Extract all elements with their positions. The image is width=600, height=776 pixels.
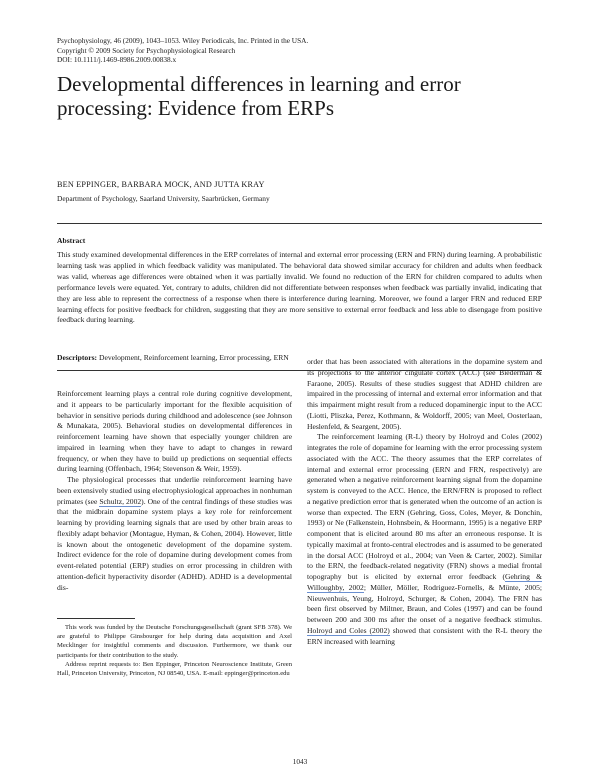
intro-paragraph-2: The physiological processes that underlie reinforcement learning have been extensively studied using electrophysiological approaches in nonhuman primates (see Schultz, 2002). One of the central findings of these studies was that the midbrain dopamine system plays a key role for reinforcement learning by providing learning signals that are used by other brain areas to flexibly adapt behavior (Montague, Hyman, & Cohen, 2004). However, little is known about the ontogenetic development of the dopamine system. Indirect evidence for the role of dopamine during development comes from event-related potential (ERP) studies on error processing in children with attention-deficit hyperactivity disorder (ADHD). ADHD is a developmental dis- [57, 475, 292, 592]
copyright-line: Copyright © 2009 Society for Psychophysiological Research [57, 45, 236, 55]
page-number: 1043 [292, 757, 308, 766]
abstract-text: This study examined developmental differences in the ERP correlates of internal and external error processing (ERN and FRN) during learning. A probabilistic learning task was applied in which feedback validity was manipulated. The behavioral data showed similar accuracy for children and adults when feedback was valid, whereas age differences were obtained when it was partially invalid. We found no reduction of the ERN for children compared to adults when performance levels were equated. Yet, contrary to adults, children did not differentiate between responses when feedback was partially invalid, indicating that they are less able to represent the correctness of a response when there is interference during learning. Moreover, we found a larger FRN and reduced ERP learning effects for positive feedback for children, suggesting that they are more sensitive to external error feedback and less able to disengage from positive feedback during learning. [57, 250, 542, 325]
citation-link-schultz[interactable]: Schultz, 2002 [99, 496, 142, 506]
journal-citation: Psychophysiology, 46 (2009), 1043–1053. Wiley Periodicals, Inc. Printed in the USA. [57, 36, 309, 45]
intro-paragraph-1: Reinforcement learning plays a central role during cognitive development, and it appears to be particularly important for the flexible acquisition of behavior in sensitive periods during childhood and adolescence (see Johnson & Munakata, 2005). Behavioral studies on developmental differences in reinforcement learning have shown that especially younger children are impaired in learning when they have to adapt to changes in reward frequency, or when they have to build up predictions on sequential effects during learning (Offenbach, 1964; Stevenson & Weir, 1959). [57, 389, 292, 474]
author-list: BEN EPPINGER, BARBARA MOCK, AND JUTTA KRAY [57, 180, 265, 189]
abstract-heading: Abstract [57, 236, 86, 245]
abstract-top-rule [57, 223, 542, 224]
article-title: Developmental differences in learning and error processing: Evidence from ERPs [57, 72, 461, 120]
descriptors-label: Descriptors: [57, 353, 98, 362]
doi-line: DOI: 10.1111/j.1469-8986.2009.00838.x [57, 55, 177, 65]
affiliation: Department of Psychology, Saarland University, Saarbrücken, Germany [57, 194, 270, 203]
intro-paragraph-4: The reinforcement learning (R-L) theory by Holroyd and Coles (2002) integrates the role of dopamine for learning with the error processing system associated with the ACC. The theory assumes that the ERP correlates of internal and external error processing (ERN and FRN, respectively) are generated when a negative reinforcement learning signal from the dopamine system is conveyed to the ACC. Hence, the ERN/FRN is proposed to reflect a negative prediction error that is generated when the outcome of an action is worse than expected. The ERN (Gehring, Goss, Coles, Meyer, & Donchin, 1993) or Ne (Falkenstein, Hohnsbein, & Hoormann, 1995) is a negative ERP component that is elicited around 80 ms after an erroneous response. It is typically maximal at fronto-central electrodes and is assumed to be generated in the dorsal ACC (Holroyd et al., 2004; van Veen & Carter, 2002). Similar to the ERN, the feedback-related negativity (FRN) shows a medial frontal topography but is elicited by external error feedback (Gehring & Willoughby, 2002; Müller, Möller, Rodriguez-Fornells, & Münte, 2005; Nieuwenhuis, Yeung, Holroyd, Schurger, & Cohen, 2004). The FRN has been first observed by Miltner, Braun, and Coles (1997) and can be found between 200 and 300 ms after the onset of a negative feedback stimulus. Holroyd and Coles (2002) showed that consistent with the R-L theory the ERN increased with learning [307, 432, 542, 646]
address-note: Address reprint requests to: Ben Eppinger, Princeton Neuroscience Institute, Green Hall, Princeton University, Princeton, NJ 08540, USA. E-mail: eppinger@princeton.edu [57, 660, 292, 678]
footnote [57, 623, 292, 678]
funding-note: This work was funded by the Deutsche Forschungsgesellschaft (grant SFB 378). We are grateful to Philippe Ginsbourger for help during data acquisition and Axel Mecklinger for insightful comments and discussion. Furthermore, we thank our participants for their contribution to the study. [57, 624, 292, 659]
intro-paragraph-3: order that has been associated with alterations in the dopamine system and its projections to the anterior cingulate cortex (ACC) (see Biederman & Faraone, 2005). Results of these studies suggest that ADHD children are impaired in the processing of internal and external error information and that this impairment might result from a reduced dopaminergic input to the ACC (Liotti, Pliszka, Perez, Kothmann, & Woldorff, 2005; van Meel, Oosterlaan, Heslenfeld, & Seargent, 2005). [307, 357, 542, 431]
citation-link-holroyd[interactable]: Holroyd and Coles (2002) [307, 625, 390, 635]
footnote-rule [57, 618, 135, 619]
right-column [307, 357, 542, 647]
descriptors-list: Development, Reinforcement learning, Error processing, ERN [98, 353, 289, 362]
journal-header [57, 36, 308, 65]
left-column [57, 389, 292, 593]
citation-link-gehring[interactable]: Gehring & Willoughby, 2002 [307, 572, 542, 592]
